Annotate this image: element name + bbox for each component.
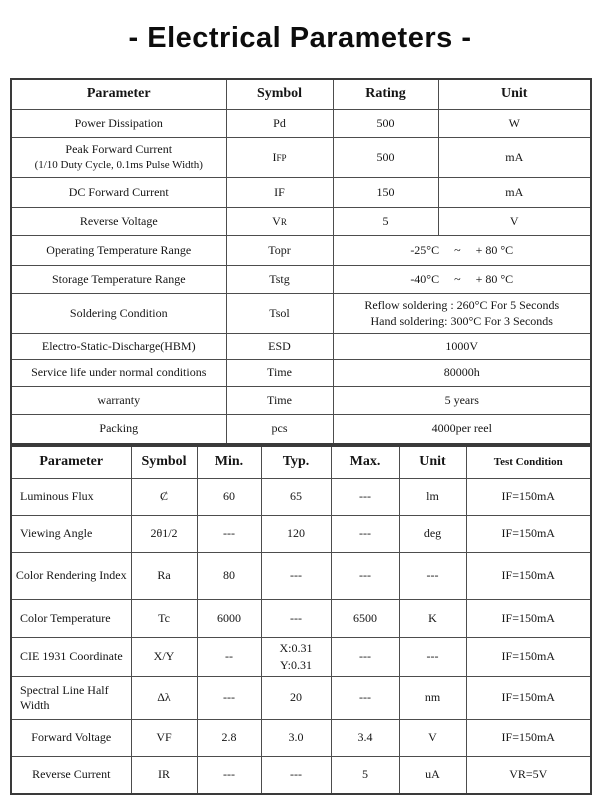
unit-cell: lm — [399, 478, 466, 515]
rating-cell: 150 — [333, 177, 438, 207]
cie-y-value: Y:0.31 — [280, 657, 312, 672]
parameter-cell: warranty — [11, 386, 226, 414]
parameter-cell — [11, 137, 226, 177]
symbol-cell: Topr — [226, 235, 333, 265]
max-cell: 5 — [331, 756, 399, 794]
min-cell: 60 — [197, 478, 261, 515]
test-condition-cell: VR=5V — [466, 756, 591, 794]
row-spectral-line-half-width — [11, 676, 591, 719]
parameter-cell: Color Rendering Index — [11, 552, 131, 599]
max-cell: --- — [331, 515, 399, 552]
typ-cell: --- — [261, 756, 331, 794]
min-cell: 6000 — [197, 599, 261, 637]
parameter-cell: Service life under normal conditions — [11, 359, 226, 386]
unit-cell: mA — [438, 177, 591, 207]
typ-cell: 20 — [261, 676, 331, 719]
header-symbol: Symbol — [226, 79, 333, 109]
symbol-cell: Tstg — [226, 265, 333, 293]
tables-container — [10, 78, 590, 795]
ratings-header-row — [11, 79, 591, 109]
min-cell: -- — [197, 637, 261, 676]
value-span-cell: -25°C ~ + 80 °C — [333, 235, 591, 265]
value-span-cell: -40°C ~ + 80 °C — [333, 265, 591, 293]
typ-cell: 120 — [261, 515, 331, 552]
row-reverse-voltage — [11, 207, 591, 235]
unit-cell: W — [438, 109, 591, 137]
max-cell: --- — [331, 676, 399, 719]
rating-cell: 500 — [333, 109, 438, 137]
test-condition-cell: IF=150mA — [466, 552, 591, 599]
max-cell: 6500 — [331, 599, 399, 637]
unit-cell: deg — [399, 515, 466, 552]
parameter-cell: CIE 1931 Coordinate — [11, 637, 131, 676]
row-power-dissipation — [11, 109, 591, 137]
test-condition-cell: IF=150mA — [466, 637, 591, 676]
row-reverse-current — [11, 756, 591, 794]
typ-cell: --- — [261, 552, 331, 599]
symbol-cell: Tc — [131, 599, 197, 637]
characteristics-header-row — [11, 446, 591, 478]
symbol-cell: Time — [226, 359, 333, 386]
parameter-cell: Operating Temperature Range — [11, 235, 226, 265]
symbol-cell: 2θ1/2 — [131, 515, 197, 552]
row-storage-temperature — [11, 265, 591, 293]
header-unit: Unit — [399, 446, 466, 478]
cie-x-value: X:0.31 — [279, 641, 313, 656]
parameter-cell: Power Dissipation — [11, 109, 226, 137]
soldering-line2: Hand soldering: 300°C For 3 Seconds — [370, 314, 553, 328]
parameter-cell: DC Forward Current — [11, 177, 226, 207]
parameter-cell: Forward Voltage — [11, 719, 131, 756]
header-rating: Rating — [333, 79, 438, 109]
min-cell: 2.8 — [197, 719, 261, 756]
row-dc-forward-current — [11, 177, 591, 207]
unit-cell: V — [399, 719, 466, 756]
symbol-cell: ESD — [226, 333, 333, 359]
page-title: - Electrical Parameters - — [128, 22, 472, 54]
header-parameter: Parameter — [11, 79, 226, 109]
min-cell: --- — [197, 515, 261, 552]
header-parameter: Parameter — [11, 446, 131, 478]
parameter-cell: Spectral Line Half Width — [11, 676, 131, 719]
row-esd — [11, 333, 591, 359]
symbol-cell: Ra — [131, 552, 197, 599]
unit-cell: nm — [399, 676, 466, 719]
row-packing — [11, 414, 591, 444]
symbol-cell: IR — [131, 756, 197, 794]
header-max: Max. — [331, 446, 399, 478]
min-cell: 80 — [197, 552, 261, 599]
parameter-cell: Viewing Angle — [11, 515, 131, 552]
parameter-cell: Storage Temperature Range — [11, 265, 226, 293]
row-luminous-flux — [11, 478, 591, 515]
min-cell: --- — [197, 756, 261, 794]
symbol-cell: Tsol — [226, 293, 333, 333]
parameter-text: Peak Forward Current — [65, 142, 173, 157]
row-cie-coordinate — [11, 637, 591, 676]
test-condition-cell: IF=150mA — [466, 515, 591, 552]
parameter-cell: Color Temperature — [11, 599, 131, 637]
unit-cell: mA — [438, 137, 591, 177]
symbol-main: I — [272, 149, 277, 164]
row-forward-voltage — [11, 719, 591, 756]
unit-cell: K — [399, 599, 466, 637]
typ-cell: 65 — [261, 478, 331, 515]
typ-cell — [261, 637, 331, 676]
header-unit: Unit — [438, 79, 591, 109]
parameter-cell: Reverse Voltage — [11, 207, 226, 235]
parameter-cell: Reverse Current — [11, 756, 131, 794]
symbol-cell — [226, 137, 333, 177]
test-condition-cell: IF=150mA — [466, 599, 591, 637]
row-peak-forward-current — [11, 137, 591, 177]
symbol-cell: pcs — [226, 414, 333, 444]
parameter-cell: Packing — [11, 414, 226, 444]
typ-cell: 3.0 — [261, 719, 331, 756]
row-operating-temperature — [11, 235, 591, 265]
symbol-cell: Ȼ — [131, 478, 197, 515]
parameter-note: (1/10 Duty Cycle, 0.1ms Pulse Width) — [34, 158, 203, 171]
test-condition-cell: IF=150mA — [466, 719, 591, 756]
symbol-cell: Δλ — [131, 676, 197, 719]
row-color-rendering-index — [11, 552, 591, 599]
soldering-line1: Reflow soldering : 260°C For 5 Seconds — [364, 297, 560, 312]
value-span-cell: 80000h — [333, 359, 591, 386]
test-condition-cell: IF=150mA — [466, 676, 591, 719]
value-span-cell — [333, 293, 591, 333]
symbol-main: V — [272, 213, 281, 228]
header-test-condition: Test Condition — [466, 446, 591, 478]
max-cell: --- — [331, 478, 399, 515]
parameter-cell: Soldering Condition — [11, 293, 226, 333]
header-symbol: Symbol — [131, 446, 197, 478]
symbol-subscript: R — [280, 216, 287, 227]
max-cell: 3.4 — [331, 719, 399, 756]
row-warranty — [11, 386, 591, 414]
symbol-cell: X/Y — [131, 637, 197, 676]
rating-cell: 5 — [333, 207, 438, 235]
row-service-life — [11, 359, 591, 386]
rating-cell: 500 — [333, 137, 438, 177]
symbol-cell: Time — [226, 386, 333, 414]
value-span-cell: 1000V — [333, 333, 591, 359]
unit-cell: uA — [399, 756, 466, 794]
parameter-cell: Luminous Flux — [11, 478, 131, 515]
symbol-subscript: FP — [276, 152, 287, 163]
value-span-cell: 4000per reel — [333, 414, 591, 444]
max-cell: --- — [331, 552, 399, 599]
symbol-cell: Pd — [226, 109, 333, 137]
row-viewing-angle — [11, 515, 591, 552]
test-condition-cell: IF=150mA — [466, 478, 591, 515]
ratings-table — [10, 78, 592, 445]
unit-cell: --- — [399, 552, 466, 599]
typ-cell: --- — [261, 599, 331, 637]
parameter-cell: Electro-Static-Discharge(HBM) — [11, 333, 226, 359]
symbol-cell: IF — [226, 177, 333, 207]
characteristics-table — [10, 445, 592, 795]
unit-cell: --- — [399, 637, 466, 676]
row-soldering-condition — [11, 293, 591, 333]
row-color-temperature — [11, 599, 591, 637]
header-typ: Typ. — [261, 446, 331, 478]
header-min: Min. — [197, 446, 261, 478]
unit-cell: V — [438, 207, 591, 235]
max-cell: --- — [331, 637, 399, 676]
symbol-cell — [226, 207, 333, 235]
min-cell: --- — [197, 676, 261, 719]
value-span-cell: 5 years — [333, 386, 591, 414]
symbol-cell: VF — [131, 719, 197, 756]
